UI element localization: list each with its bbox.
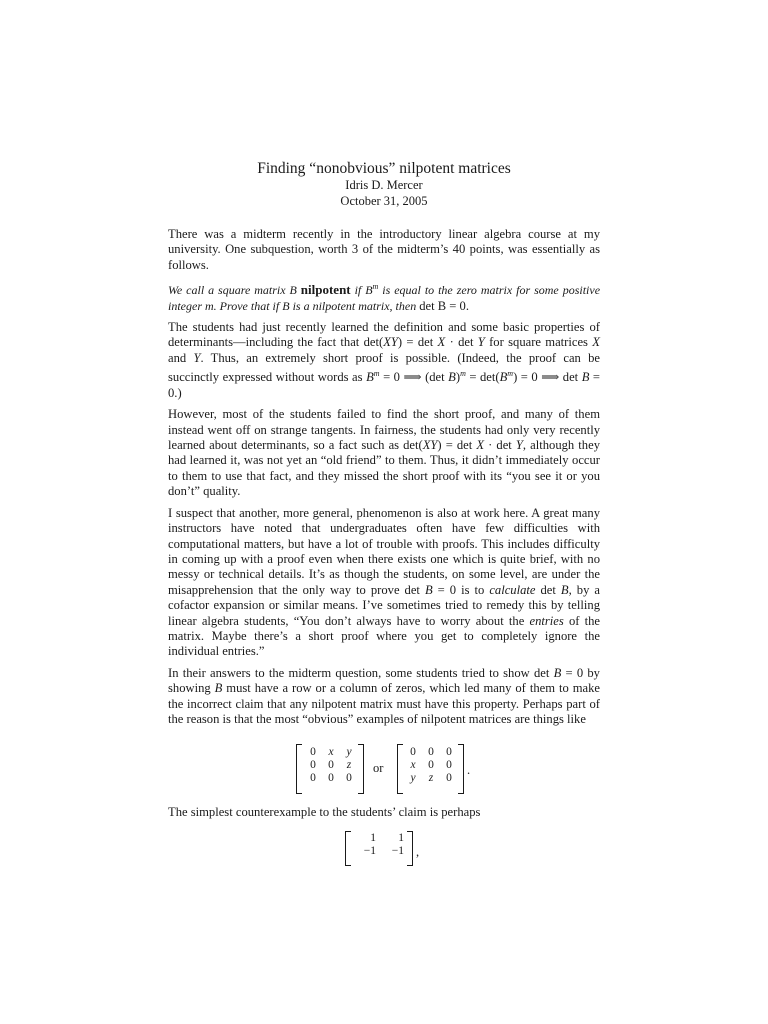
matrix-entry: x	[328, 746, 334, 758]
text-run: = 0 ⟹ (det	[379, 370, 449, 385]
paper-body-continued	[168, 805, 600, 820]
matrix-entry: 0	[446, 772, 452, 784]
matrix-entry: 1	[398, 832, 404, 844]
theorem-text: We call a square matrix	[168, 283, 290, 298]
text-run: for square matrices	[484, 335, 593, 350]
matrix-entry: y	[410, 772, 416, 784]
matrix-entry: 0	[428, 759, 434, 771]
math-symbol: B	[560, 582, 569, 597]
emphasis: entries	[529, 613, 564, 628]
theorem-text: is a nilpotent matrix, then	[289, 298, 420, 313]
theorem-term: nilpotent	[300, 282, 351, 298]
matrix-entry: z	[428, 772, 434, 784]
matrix-entry: 0	[310, 759, 316, 771]
matrix-entry: 0	[310, 746, 316, 758]
text-run: The students had just recently learned the definition and some basic properties of determinants—including the fact that det(	[168, 320, 600, 350]
paragraph-phenomenon	[168, 506, 600, 660]
matrix-entry: 0	[428, 746, 434, 758]
text-run: In their answers to the midterm question, some students tried to show det	[168, 665, 554, 680]
paragraph-midterm-answers	[168, 666, 600, 728]
math-exponent: m	[373, 369, 380, 379]
text-run: , although they had learned it, was not yet an “old friend” to them. Thus, it didn’t immediately occur to them to use that fact, and they missed the short proof with its “you see it or you don’t” quality.	[168, 438, 600, 499]
text-run: = 0 is to	[432, 582, 490, 597]
matrix-entry: 1	[370, 832, 376, 844]
math-symbol: Y	[515, 438, 523, 453]
text-run: However, most of the students failed to find the short proof, and many of them instead went off on strange tangents. In fairness, the students had only very recently learned about determinants, so a fact such as det(	[168, 407, 600, 453]
theorem-exponent: m	[372, 282, 379, 292]
theorem-statement	[168, 279, 600, 314]
text-run: , by a cofactor expansion or similar means. I’ve sometimes tried to remedy this by telling linear algebra students, “You don’t always have to worry about the	[168, 582, 600, 628]
paper-body	[168, 227, 600, 727]
math-symbol: XY	[422, 438, 438, 453]
math-exponent: m	[460, 369, 466, 379]
emphasis: calculate	[489, 582, 536, 597]
paper-title: Finding “nonobvious” nilpotent matrices	[257, 160, 511, 177]
matrix-comma: ,	[416, 845, 420, 859]
matrix-entry: 0	[328, 759, 334, 771]
paragraph-counterexample: The simplest counterexample to the students’ claim is perhaps	[168, 805, 481, 819]
theorem-symbol: B	[365, 283, 373, 298]
text-run: · det	[484, 438, 516, 453]
text-run: = det(	[465, 370, 500, 385]
theorem-symbol: m	[205, 298, 214, 313]
theorem-text: is equal to the zero matrix for some positive integer	[168, 283, 601, 313]
text-run: det	[535, 582, 561, 597]
theorem-conclusion: det B = 0.	[419, 298, 469, 313]
matrix-entry: 0	[410, 746, 416, 758]
matrix-left-bracket	[345, 831, 351, 866]
paragraph-determinants	[168, 320, 600, 401]
theorem-text: . Prove that if	[213, 298, 283, 313]
math-symbol: B	[424, 582, 433, 597]
text-run: ) = 0 ⟹ det	[513, 370, 582, 385]
matrix-nilpotent-upper	[304, 746, 358, 784]
theorem-symbol: B	[289, 283, 297, 298]
paper-date: October 31, 2005	[340, 194, 428, 208]
math-symbol: B	[448, 370, 456, 385]
matrix-counterexample	[352, 832, 404, 857]
math-symbol: B	[581, 370, 590, 385]
matrix-nilpotent-lower	[404, 746, 458, 784]
math-symbol: XY	[383, 335, 398, 350]
matrix-left-bracket	[397, 744, 403, 794]
math-symbol: X	[592, 335, 600, 350]
or-connector: or	[373, 761, 384, 775]
math-exponent: m	[507, 369, 514, 379]
matrix-right-bracket	[407, 831, 413, 866]
matrix-entry: z	[346, 759, 352, 771]
matrix-entry: −1	[391, 845, 404, 857]
matrix-entry: 0	[446, 746, 452, 758]
matrix-entry: 0	[446, 759, 452, 771]
text-run: ) = det	[397, 335, 438, 350]
theorem-text: if	[350, 283, 366, 298]
matrix-right-bracket	[358, 744, 364, 794]
text-run: · det	[445, 335, 478, 350]
math-symbol: X	[437, 335, 446, 350]
matrix-entry: 0	[346, 772, 352, 784]
text-run: . Thus, an extremely short proof is possible. (Indeed, the proof can be succinctly expressed without words as	[168, 350, 600, 385]
matrix-entry: y	[346, 746, 352, 758]
math-symbol: Y	[193, 350, 201, 365]
matrix-left-bracket	[296, 744, 302, 794]
matrix-entry: x	[410, 759, 416, 771]
text-run: = 0 by showing	[168, 665, 600, 696]
text-run: of the matrix. Maybe there’s a short proof where you get to completely ignore the individual entries.”	[168, 613, 600, 659]
paper-author: Idris D. Mercer	[345, 178, 423, 192]
matrix-period: .	[467, 763, 471, 777]
math-symbol: B	[214, 681, 223, 696]
math-symbol: X	[476, 438, 485, 453]
math-symbol: Y	[477, 335, 485, 350]
text-run: = 0.)	[168, 370, 601, 400]
paragraph-intro: There was a midterm recently in the introductory linear algebra course at my university. One subquestion, worth 3 of the midterm’s 40 points, was essentially as follows.	[168, 227, 600, 272]
text-run: )	[455, 370, 461, 385]
matrix-entry: 0	[310, 772, 316, 784]
text-run: I suspect that another, more general, phenomenon is also at work here. A great many instructors have noted that undergraduates often have few difficulties with computational matters, but have a lot of trouble with proofs. This includes difficulty in coming up with a proof even when there exists one which is quite brief, with no messy or technical details. It’s as though the students, on some level, are under the misapprehension that the only way to prove det	[168, 505, 600, 597]
theorem-symbol: B	[282, 298, 290, 313]
text-run: ) = det	[437, 438, 477, 453]
text-run: must have a row or a column of zeros, which led many of them to make the incorrect claim that any nilpotent matrix must have this property. Perhaps part of the reason is that the most “obvious” examples of nilpotent matrices are things like	[168, 681, 600, 726]
matrix-entry: −1	[363, 845, 376, 857]
math-symbol: B	[366, 370, 374, 385]
math-symbol: B	[553, 665, 562, 680]
matrix-entry: 0	[328, 772, 334, 784]
math-symbol: B	[499, 370, 508, 385]
paragraph-tangents	[168, 407, 600, 499]
text-run: and	[168, 350, 194, 365]
matrix-right-bracket	[458, 744, 464, 794]
